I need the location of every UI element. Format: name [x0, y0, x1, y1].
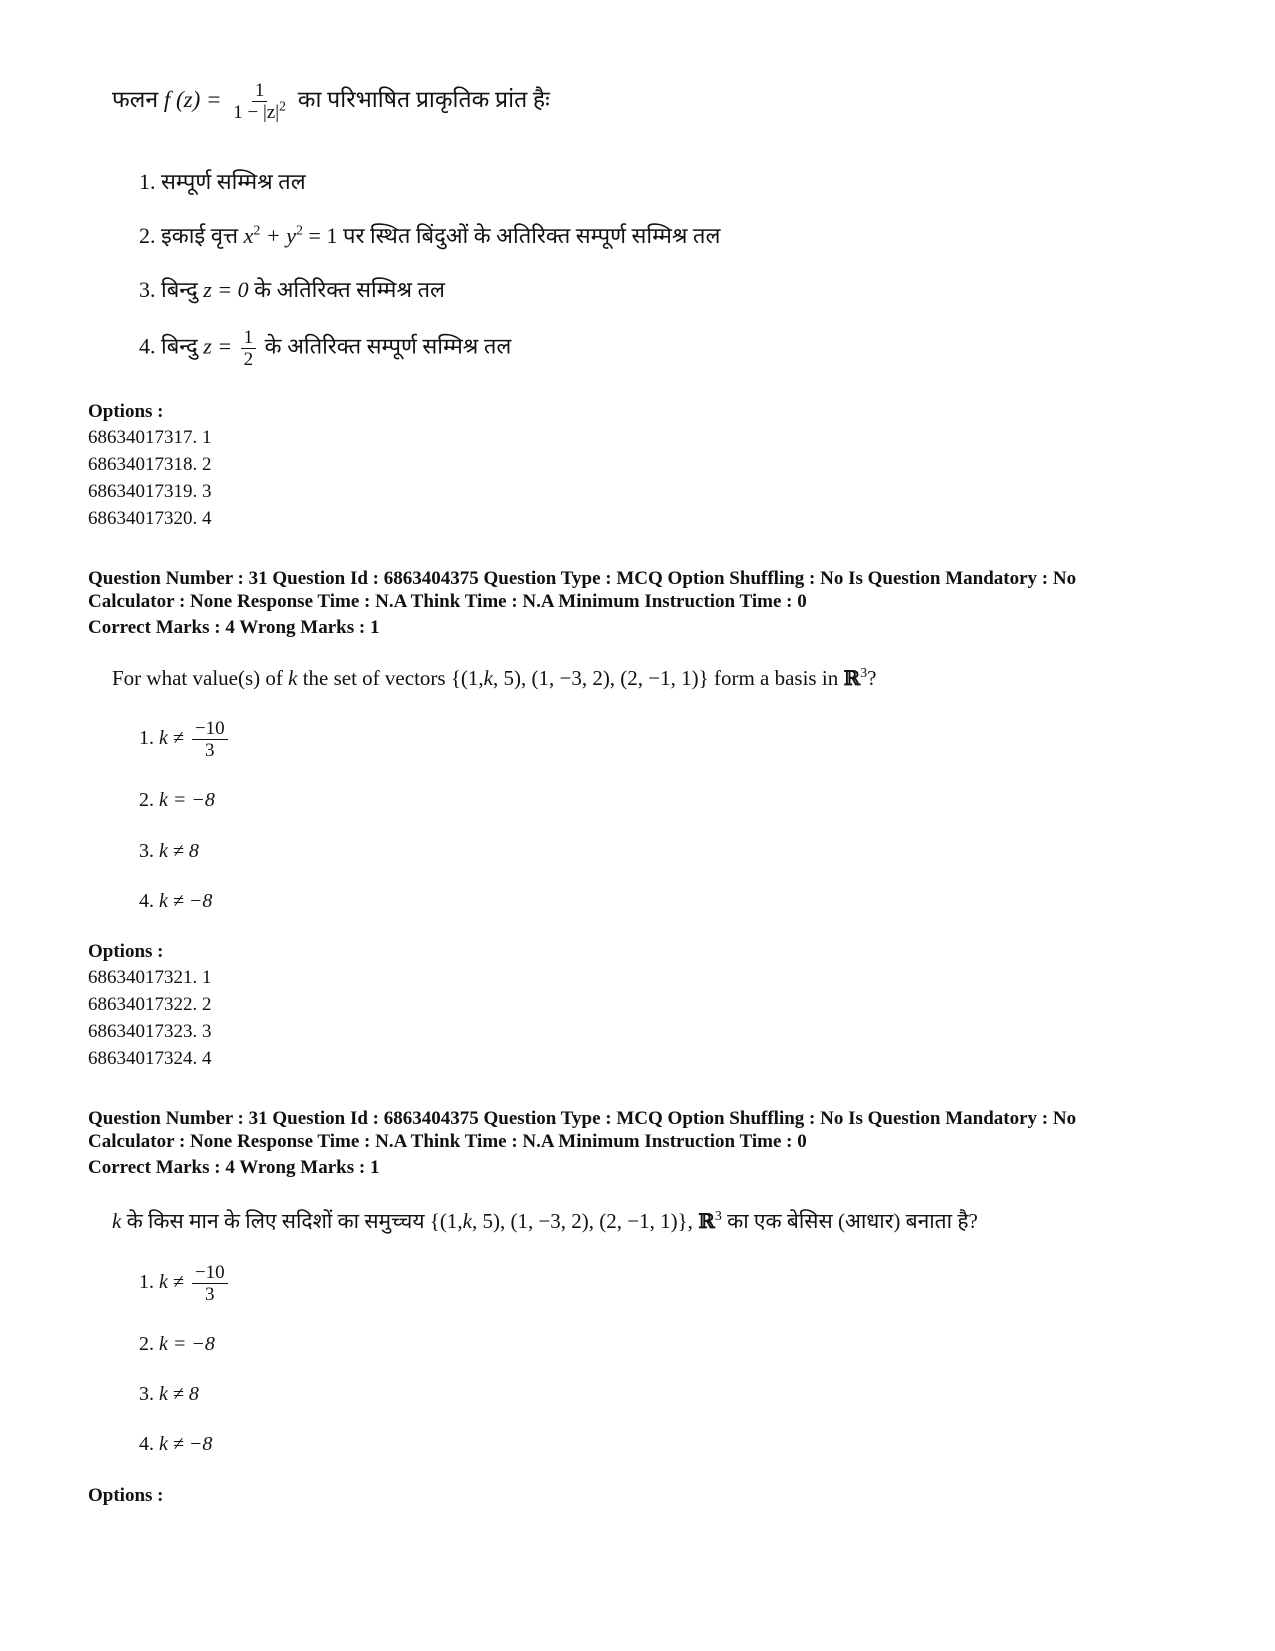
- q31-en-stem-c: , 5), (1, −3, 2), (2, −1, 1)} form a basis in: [492, 666, 839, 690]
- q30-stem-prefix: फलन: [112, 86, 159, 112]
- q31-hi-option-4: [139, 1433, 212, 1456]
- q30-option-4-fraction: [241, 327, 257, 370]
- q30-fn-denominator: $1 - |z|^2$: [233, 99, 287, 123]
- q31-en-option-3: [139, 840, 199, 863]
- q31-en-option-1-fraction: [192, 718, 228, 761]
- q31-en-stem-k: k: [288, 666, 298, 690]
- q30-option-2-y: + y: [265, 223, 297, 248]
- q30-option-2-suffix: पर स्थित बिंदुओं के अतिरिक्त सम्पूर्ण सम्मिश्र तल: [342, 223, 721, 248]
- q31-en-stem-R: ℝ: [843, 666, 861, 690]
- q31-en-option-3-text: k ≠ 8: [159, 840, 199, 862]
- q30-option-3: [139, 274, 445, 304]
- q31-en-stem-a: For what value(s) of: [112, 666, 283, 690]
- q31-hi-stem-a: के किस मान के लिए सदिशों का समुच्चय {(1,: [126, 1209, 463, 1233]
- q30-option-1-text: 1. सम्पूर्ण सम्मिश्र तल: [139, 169, 306, 194]
- q31-hi-meta: [88, 1107, 1076, 1153]
- q31-hi-option-1-denominator: 3: [204, 1284, 215, 1305]
- q31-hi-stem-c: का एक बेसिस (आधार) बनाता है?: [727, 1209, 978, 1233]
- q31-hi-stem: [112, 1207, 978, 1235]
- q31-hi-option-3: [139, 1383, 199, 1406]
- q31-en-option-2-text: k = −8: [159, 789, 215, 811]
- q30-stem: [112, 80, 550, 123]
- q31-en-option-1-k: k ≠: [159, 727, 184, 750]
- q31-en-option-2-num: 2.: [139, 789, 154, 811]
- option-id: 68634017323. 3: [88, 1021, 212, 1042]
- q31-hi-stem-exp: 3: [714, 1209, 722, 1224]
- q31-en-option-1-num: 1.: [139, 727, 154, 750]
- q31-en-stem-b: the set of vectors {(1,: [302, 666, 484, 690]
- q31-en-option-1-denominator: 3: [204, 740, 215, 761]
- q31-hi-option-3-text: k ≠ 8: [159, 1383, 199, 1405]
- q31-hi-option-4-num: 4.: [139, 1433, 154, 1455]
- q31-hi-option-1-num: 1.: [139, 1271, 154, 1294]
- q30-option-4-math: z =: [203, 333, 233, 359]
- q30-options-label: Options :: [88, 401, 164, 422]
- q30-option-1: [139, 166, 306, 196]
- q31-en-meta: [88, 567, 1076, 613]
- q31-hi-option-2-text: k = −8: [159, 1333, 215, 1355]
- q30-option-2-eq: = 1: [308, 223, 338, 248]
- q31-en-option-3-num: 3.: [139, 840, 154, 862]
- q31-hi-option-2-num: 2.: [139, 1333, 154, 1355]
- q31-hi-marks: Correct Marks : 4 Wrong Marks : 1: [88, 1157, 380, 1178]
- q31-en-stem: [112, 666, 876, 691]
- q31-en-stem-exp: 3: [860, 666, 868, 681]
- q31-hi-option-1: [139, 1262, 231, 1305]
- option-id: 68634017319. 3: [88, 481, 212, 502]
- q30-option-3-math: z = 0: [203, 277, 249, 302]
- option-id: 68634017317. 1: [88, 427, 212, 448]
- q31-en-option-4-text: k ≠ −8: [159, 890, 213, 912]
- q31-hi-option-1-numerator: −10: [192, 1262, 228, 1284]
- q31-hi-options-label: Options :: [88, 1485, 164, 1506]
- q30-option-2-x: x: [243, 223, 254, 248]
- option-id: 68634017322. 2: [88, 994, 212, 1015]
- option-id: 68634017321. 1: [88, 967, 212, 988]
- q30-option-4-denominator: 2: [243, 349, 254, 370]
- q30-option-4-prefix: 4. बिन्दु: [139, 333, 198, 359]
- q31-en-stem-q: ?: [867, 666, 877, 690]
- q31-hi-option-3-num: 3.: [139, 1383, 154, 1405]
- q30-option-2-prefix: 2. इकाई वृत्त: [139, 223, 239, 248]
- q30-fn-label: f (z) =: [163, 86, 222, 112]
- q31-en-meta-line1: Question Number : 31 Question Id : 6863404375 Question Type : MCQ Option Shuffling : No Is Question Mandatory : No: [88, 568, 1077, 589]
- q31-en-meta-line2: Calculator : None Response Time : N.A Think Time : N.A Minimum Instruction Time : 0: [88, 591, 807, 612]
- q31-hi-option-1-k: k ≠: [159, 1271, 184, 1294]
- q31-en-option-ids: [88, 964, 212, 1072]
- q31-en-option-1-numerator: −10: [192, 718, 228, 740]
- q31-hi-option-4-text: k ≠ −8: [159, 1433, 213, 1455]
- q31-hi-meta-line2: Calculator : None Response Time : N.A Think Time : N.A Minimum Instruction Time : 0: [88, 1131, 807, 1152]
- option-id: 68634017318. 2: [88, 454, 212, 475]
- q31-hi-meta-line1: Question Number : 31 Question Id : 6863404375 Question Type : MCQ Option Shuffling : No Is Question Mandatory : No: [88, 1108, 1077, 1129]
- q31-hi-option-1-fraction: [192, 1262, 228, 1305]
- q30-option-3-prefix: 3. बिन्दु: [139, 277, 198, 302]
- q30-option-4: [139, 327, 511, 370]
- q30-fn-numerator: 1: [252, 80, 268, 102]
- q31-en-marks: Correct Marks : 4 Wrong Marks : 1: [88, 617, 380, 638]
- option-id: 68634017320. 4: [88, 508, 212, 529]
- q30-fn-fraction: [230, 80, 289, 123]
- q30-stem-suffix: का परिभाषित प्राकृतिक प्रांत हैः: [297, 86, 550, 112]
- q31-en-option-1: [139, 718, 231, 761]
- q31-en-option-4: [139, 890, 212, 913]
- q31-hi-stem-b: , 5), (1, −3, 2), (2, −1, 1)},: [471, 1209, 693, 1233]
- q30-option-4-suffix: के अतिरिक्त सम्पूर्ण सम्मिश्र तल: [264, 333, 512, 359]
- q31-hi-stem-R: ℝ: [698, 1209, 715, 1233]
- q31-hi-stem-k: k: [112, 1209, 122, 1233]
- q31-en-option-4-num: 4.: [139, 890, 154, 912]
- q30-option-3-suffix: के अतिरिक्त सम्मिश्र तल: [254, 277, 445, 302]
- q30-option-ids: [88, 424, 212, 532]
- option-id: 68634017324. 4: [88, 1048, 212, 1069]
- q30-option-4-numerator: 1: [241, 327, 257, 349]
- q31-hi-stem-k2: k: [462, 1209, 472, 1233]
- q31-en-stem-k2: k: [483, 666, 493, 690]
- q30-option-2: 2. इकाई वृत्त $x^2 + y^2 = 1$ पर स्थित बिंदुओं के अतिरिक्त सम्पूर्ण सम्मिश्र तल: [139, 223, 721, 248]
- q31-en-option-2: [139, 789, 215, 812]
- q31-hi-option-2: [139, 1333, 215, 1356]
- q31-en-options-label: Options :: [88, 941, 164, 962]
